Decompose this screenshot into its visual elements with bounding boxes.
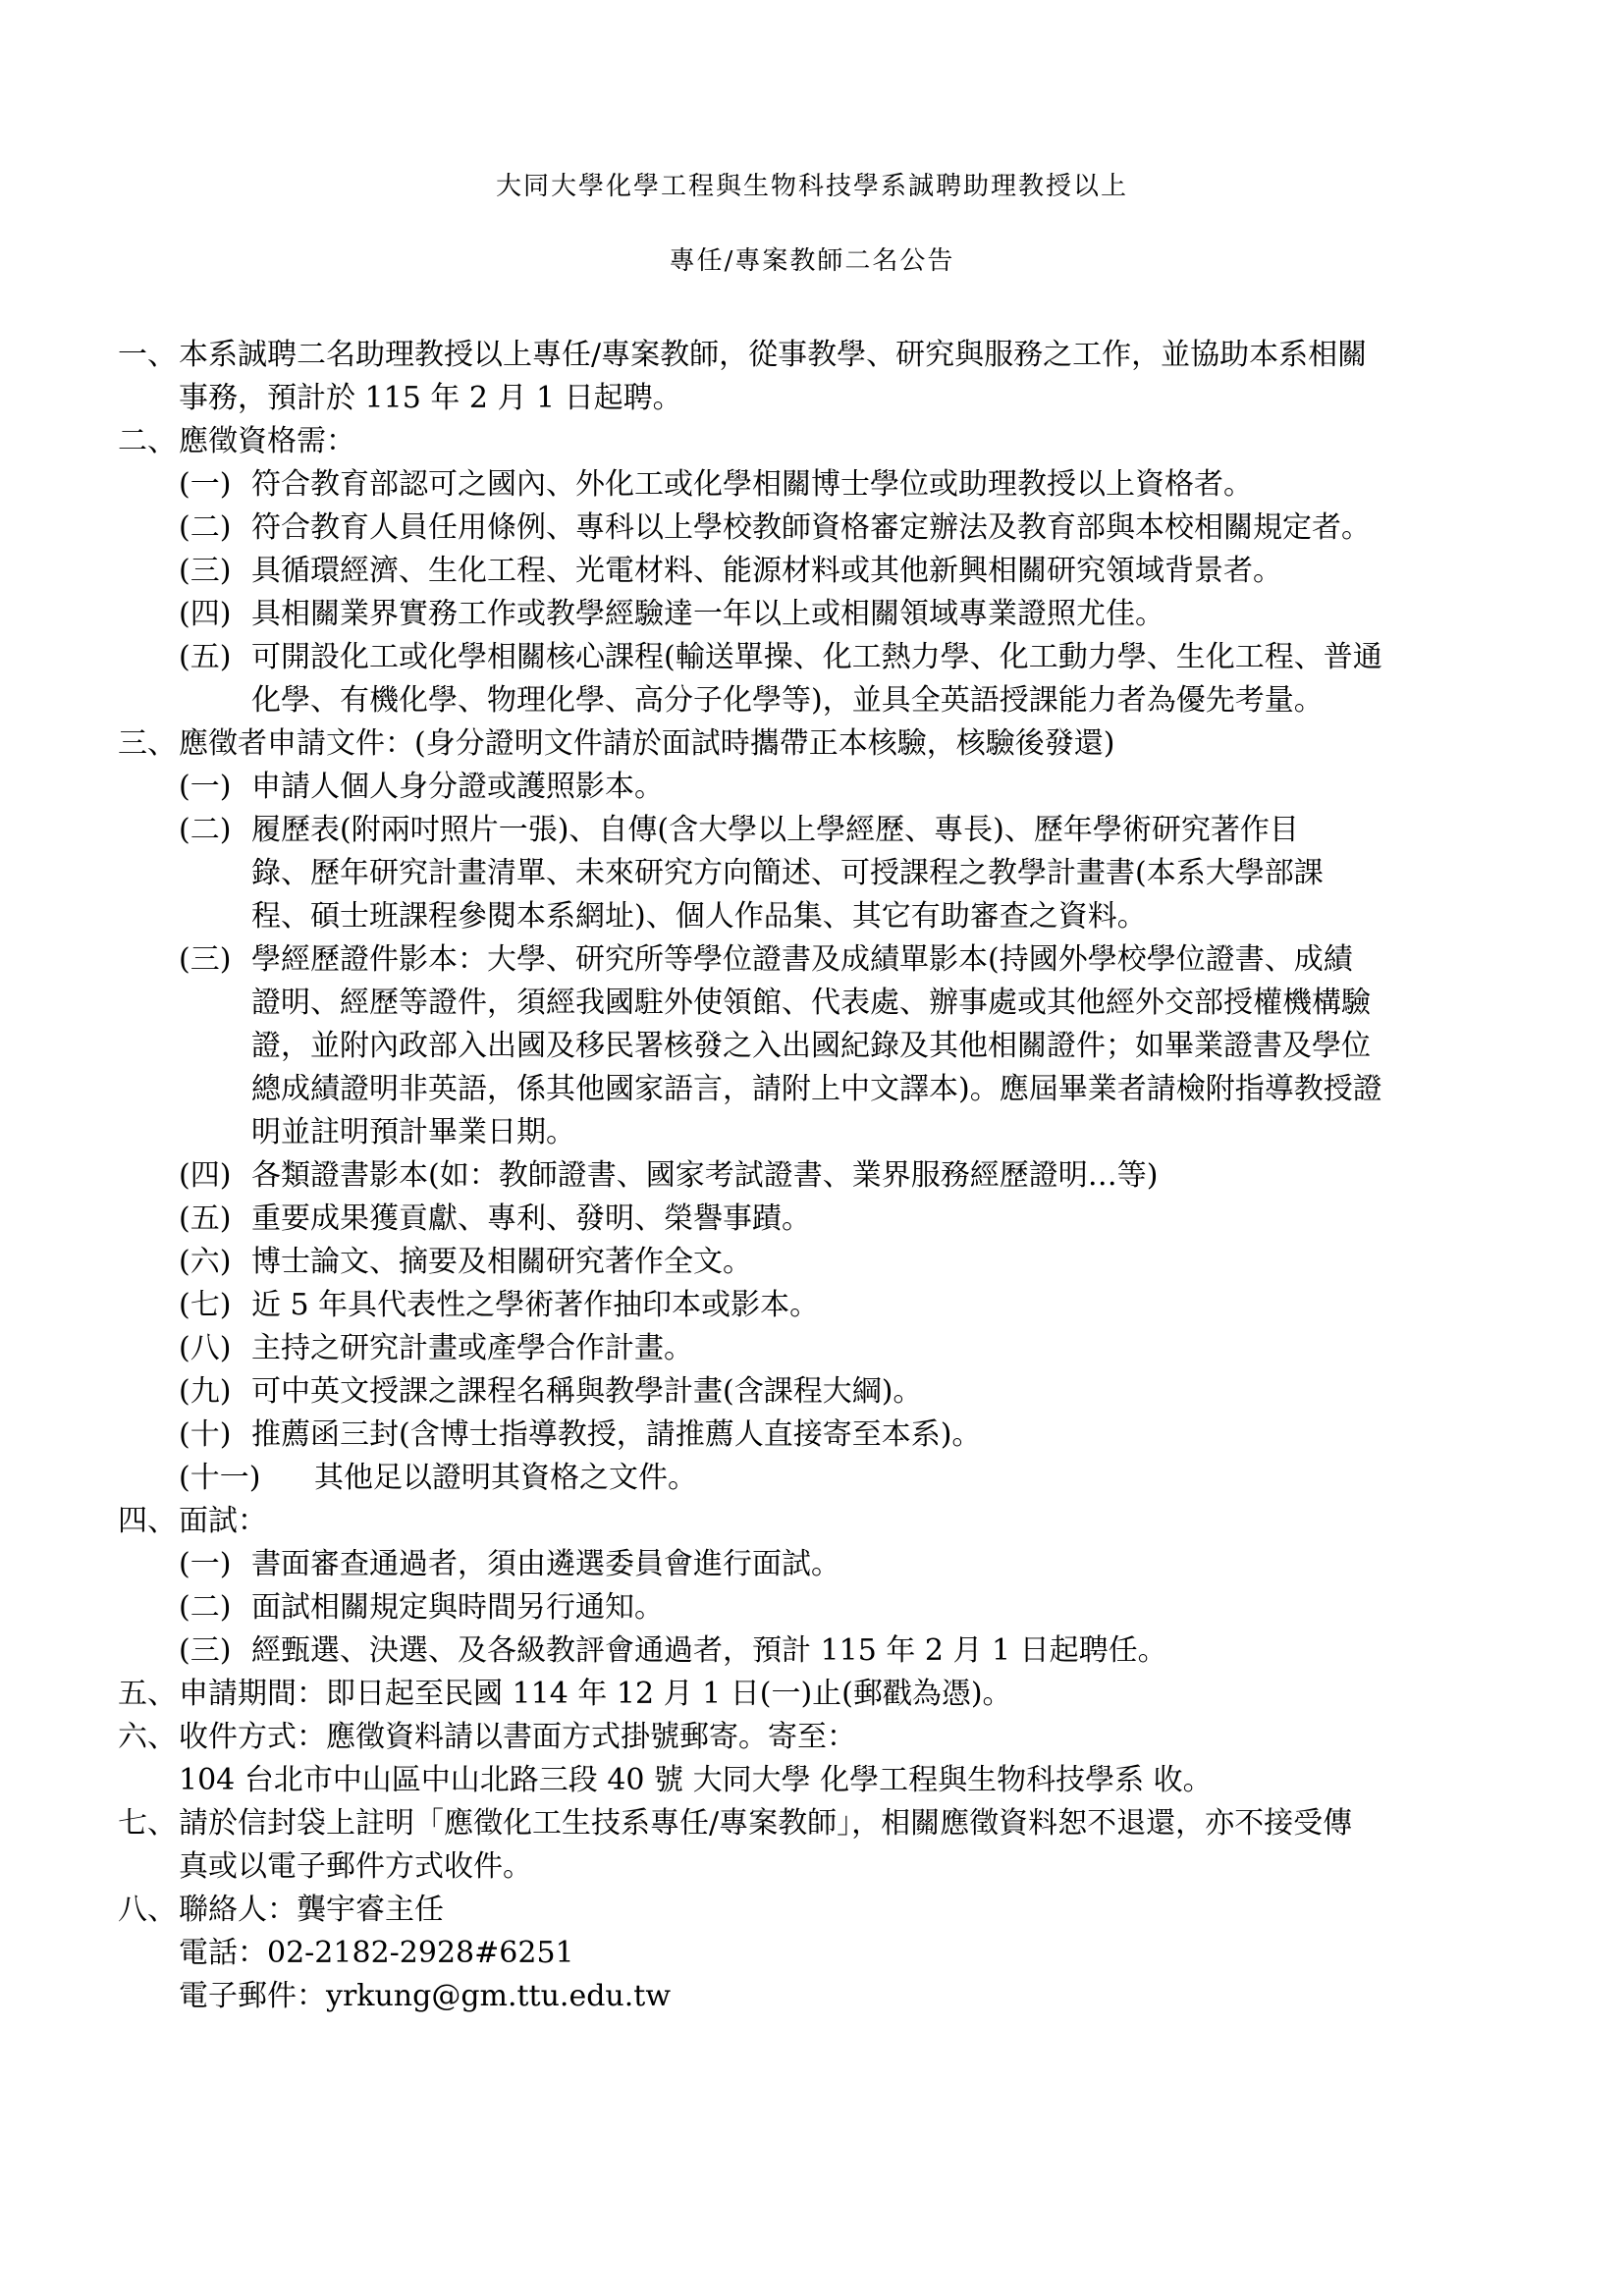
item-marker: 六、 [118, 1720, 177, 1754]
text-line [118, 1068, 1522, 1111]
item-text: 博士論文、摘要及相關研究著作全文。 [251, 1245, 752, 1279]
text-line [118, 334, 1522, 377]
item-text: 近 5 年具代表性之學術著作抽印本或影本。 [251, 1288, 820, 1322]
text-line [118, 1111, 1522, 1154]
item-text: 面試： [179, 1504, 267, 1538]
item-marker: (六) [179, 1245, 232, 1279]
item-marker: 五、 [118, 1677, 177, 1711]
item-marker: (四) [179, 597, 232, 631]
item-text: 主持之研究計畫或產學合作計畫。 [251, 1331, 693, 1365]
item-text: 具相關業界實務工作或教學經驗達一年以上或相關領域專業證照尤佳。 [251, 597, 1164, 631]
item-marker: (一) [179, 467, 232, 502]
item-marker: (一) [179, 770, 232, 804]
item-text: 請於信封袋上註明「應徵化工生技系專任/專案教師」，相關應徵資料恕不退還，亦不接受傳 [179, 1806, 1353, 1841]
item-text: 明並註明預計畢業日期。 [251, 1115, 575, 1149]
item-text: 證明、經歷等證件，須經我國駐外使領館、代表處、辦事處或其他經外交部授權機構驗 [251, 986, 1371, 1020]
text-line [118, 507, 1522, 550]
item-text: 聯絡人：龔宇睿主任 [179, 1893, 444, 1927]
item-text: 真或以電子郵件方式收件。 [179, 1849, 532, 1884]
item-marker: 七、 [118, 1806, 177, 1841]
item-marker: (五) [179, 640, 232, 674]
text-line [118, 1154, 1522, 1198]
item-text: 本系誠聘二名助理教授以上專任/專案教師，從事教學、研究與服務之工作，並協助本系相關 [179, 338, 1368, 372]
text-line [118, 1845, 1522, 1889]
item-marker: (十) [179, 1417, 232, 1452]
text-line [118, 1889, 1522, 1932]
item-text: 申請期間：即日起至民國 114 年 12 月 1 日(一)止(郵戳為憑)。 [179, 1677, 1012, 1711]
item-marker: (二) [179, 510, 232, 545]
text-line [118, 809, 1522, 852]
item-text: 程、碩士班課程參閱本系網址)、個人作品集、其它有助審查之資料。 [251, 899, 1147, 934]
item-text: 電話：02-2182-2928#6251 [179, 1936, 574, 1970]
item-text: 符合教育人員任用條例、專科以上學校教師資格審定辦法及教育部與本校相關規定者。 [251, 510, 1371, 545]
text-line [118, 852, 1522, 895]
item-marker: 三、 [118, 726, 177, 761]
text-line [118, 1414, 1522, 1457]
text-line [118, 1673, 1522, 1716]
text-line [118, 1932, 1522, 1975]
item-text: 104 台北市中山區中山北路三段 40 號 大同大學 化學工程與生物科技學系 收。 [179, 1763, 1213, 1797]
item-text: 申請人個人身分證或護照影本。 [251, 770, 664, 804]
item-text: 證，並附內政部入出國及移民署核發之入出國紀錄及其他相關證件；如畢業證書及學位 [251, 1029, 1371, 1063]
item-marker: (八) [179, 1331, 232, 1365]
text-line [118, 722, 1522, 766]
item-marker: 二、 [118, 424, 177, 458]
item-marker: (九) [179, 1374, 232, 1409]
item-text: 其他足以證明其資格之文件。 [314, 1461, 697, 1495]
page-subtitle: 專任/專案教師二名公告 [669, 246, 955, 276]
item-text: 可開設化工或化學相關核心課程(輸送單操、化工熱力學、化工動力學、生化工程、普通 [251, 640, 1382, 674]
item-text: 推薦函三封(含博士指導教授，請推薦人直接寄至本系)。 [251, 1417, 982, 1452]
text-line [118, 1198, 1522, 1241]
text-line [118, 938, 1522, 982]
text-line [118, 1586, 1522, 1629]
text-line [118, 679, 1522, 722]
item-marker: (三) [179, 942, 232, 977]
item-text: 應徵者申請文件：(身分證明文件請於面試時攜帶正本核驗，核驗後發還) [179, 726, 1115, 761]
item-marker: 四、 [118, 1504, 177, 1538]
item-text: 總成績證明非英語，係其他國家語言，請附上中文譯本)。應屆畢業者請檢附指導教授證 [251, 1072, 1382, 1106]
item-text: 學經歷證件影本：大學、研究所等學位證書及成績單影本(持國外學校學位證書、成績 [251, 942, 1353, 977]
item-text: 書面審查通過者，須由遴選委員會進行面試。 [251, 1547, 840, 1581]
item-text: 符合教育部認可之國內、外化工或化學相關博士學位或助理教授以上資格者。 [251, 467, 1253, 502]
text-line [118, 1975, 1522, 2018]
item-text: 可中英文授課之課程名稱與教學計畫(含課程大綱)。 [251, 1374, 923, 1409]
text-line [118, 982, 1522, 1025]
text-line [118, 420, 1522, 463]
text-line [118, 1457, 1522, 1500]
page-title: 大同大學化學工程與生物科技學系誠聘助理教授以上 [495, 172, 1128, 201]
text-line [118, 593, 1522, 636]
text-line [118, 1327, 1522, 1370]
text-line [118, 895, 1522, 938]
item-marker: (三) [179, 554, 232, 588]
item-text: 各類證書影本(如：教師證書、國家考試證書、業界服務經歷證明…等) [251, 1158, 1159, 1193]
text-line [118, 1716, 1522, 1759]
text-line [118, 1759, 1522, 1802]
text-line [118, 1500, 1522, 1543]
item-text: 履歷表(附兩吋照片一張)、自傳(含大學以上學經歷、專長)、歷年學術研究著作目 [251, 813, 1299, 847]
text-line [118, 377, 1522, 420]
item-text: 錄、歷年研究計畫清單、未來研究方向簡述、可授課程之教學計畫書(本系大學部課 [251, 856, 1324, 890]
item-marker: 八、 [118, 1893, 177, 1927]
item-marker: (五) [179, 1201, 232, 1236]
item-text: 應徵資格需： [179, 424, 355, 458]
item-text: 具循環經濟、生化工程、光電材料、能源材料或其他新興相關研究領域背景者。 [251, 554, 1282, 588]
text-line [118, 1543, 1522, 1586]
item-marker: (四) [179, 1158, 232, 1193]
text-line [118, 1370, 1522, 1414]
text-line [118, 1241, 1522, 1284]
item-text: 收件方式：應徵資料請以書面方式掛號郵寄。寄至： [179, 1720, 856, 1754]
item-text: 電子郵件：yrkung@gm.ttu.edu.tw [179, 1979, 672, 2013]
text-line [118, 1025, 1522, 1068]
text-line [118, 636, 1522, 679]
text-line [118, 550, 1522, 593]
item-marker: (二) [179, 1590, 232, 1625]
text-line [118, 1802, 1522, 1845]
item-marker: (二) [179, 813, 232, 847]
item-text: 事務，預計於 115 年 2 月 1 日起聘。 [179, 381, 682, 415]
item-text: 化學、有機化學、物理化學、高分子化學等)，並具全英語授課能力者為優先考量。 [251, 683, 1324, 718]
item-text: 經甄選、決選、及各級教評會通過者，預計 115 年 2 月 1 日起聘任。 [251, 1633, 1167, 1668]
text-line [118, 1629, 1522, 1673]
item-marker: (一) [179, 1547, 232, 1581]
text-line [118, 1284, 1522, 1327]
item-marker: (七) [179, 1288, 232, 1322]
announcement-body [118, 334, 1522, 2018]
item-text: 重要成果獲貢獻、專利、發明、榮譽事蹟。 [251, 1201, 811, 1236]
item-marker: (三) [179, 1633, 232, 1668]
item-marker: (十一) [179, 1461, 261, 1495]
item-marker: 一、 [118, 338, 177, 372]
text-line [118, 463, 1522, 507]
item-text: 面試相關規定與時間另行通知。 [251, 1590, 664, 1625]
text-line [118, 766, 1522, 809]
